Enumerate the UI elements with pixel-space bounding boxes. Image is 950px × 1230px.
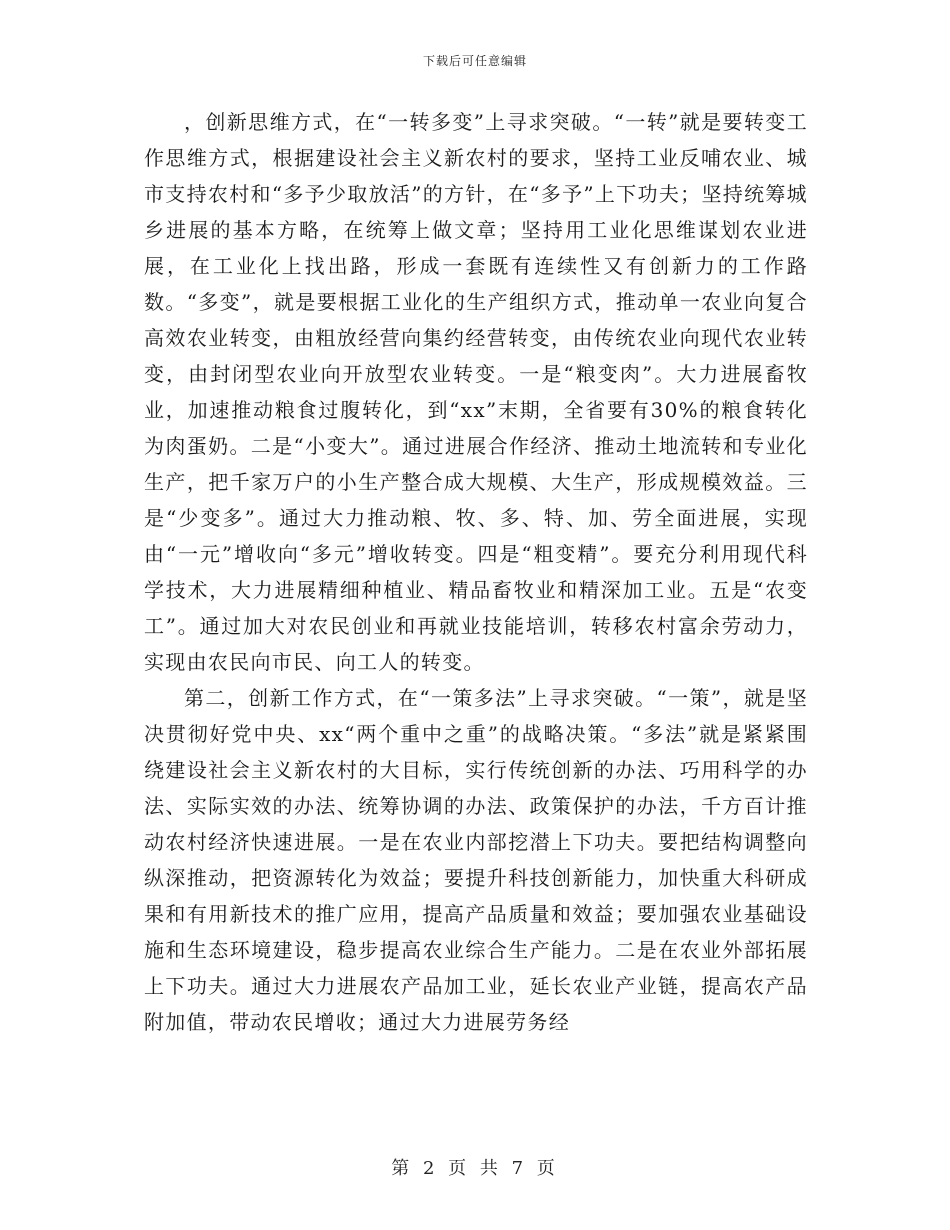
page-number: 第 2 页 共 7 页 — [391, 1158, 559, 1179]
paragraph-1: ，创新思维方式，在“一转多变”上寻求突破。“一转”就是要转变工作思维方式，根据建设社会主义新农村的要求，坚持工业反哺农业、城市支持农村和“多予少取放活”的方针，在“多予”上下功夫；坚持统筹城乡进展的基本方略，在统筹上做文章；坚持用工业化思维谋划农业进展，在工业化上找出路，形成一套既有连续性又有创新力的工作路数。“多变”，就是要根据工业化的生产组织方式，推动单一农业向复合高效农业转变，由粗放经营向集约经营转变，由传统农业向现代农业转变，由封闭型农业向开放型农业转变。一是“粮变肉”。大力进展畜牧业，加速推动粮食过腹转化，到“xx”末期，全省要有30%的粮食转化为肉蛋奶。二是“小变大”。通过进展合作经济、推动土地流转和专业化生产，把千家万户的小生产整合成大规模、大生产，形成规模效益。三是“少变多”。通过大力推动粮、牧、多、特、加、劳全面进展，实现由“一元”增收向“多元”增收转变。四是“粗变精”。要充分利用现代科学技术，大力进展精细种植业、精品畜牧业和精深加工业。五是“农变工”。通过加大对农民创业和再就业技能培训，转移农村富余劳动力，实现由农民向市民、向工人的转变。 — [144, 110, 808, 674]
document-body — [144, 104, 808, 1040]
page-header-note: 下载后可任意编辑 — [422, 54, 527, 68]
paragraph-2: 第二，创新工作方式，在“一策多法”上寻求突破。“一策”，就是坚决贯彻好党中央、xx“两个重中之重”的战略决策。“多法”就是紧紧围绕建设社会主义新农村的大目标，实行传统创新的办法、巧用科学的办法、实际实效的办法、统筹协调的办法、政策保护的办法，千方百计推动农村经济快速进展。一是在农业内部挖潜上下功夫。要把结构调整向纵深推动，把资源转化为效益；要提升科技创新能力，加快重大科研成果和有用新技术的推广应用，提高产品质量和效益；要加强农业基础设施和生态环境建设，稳步提高农业综合生产能力。二是在农业外部拓展上下功夫。通过大力进展农产品加工业，延长农业产业链，提高农产品附加值，带动农民增收；通过大力进展劳务经 — [144, 686, 808, 1034]
